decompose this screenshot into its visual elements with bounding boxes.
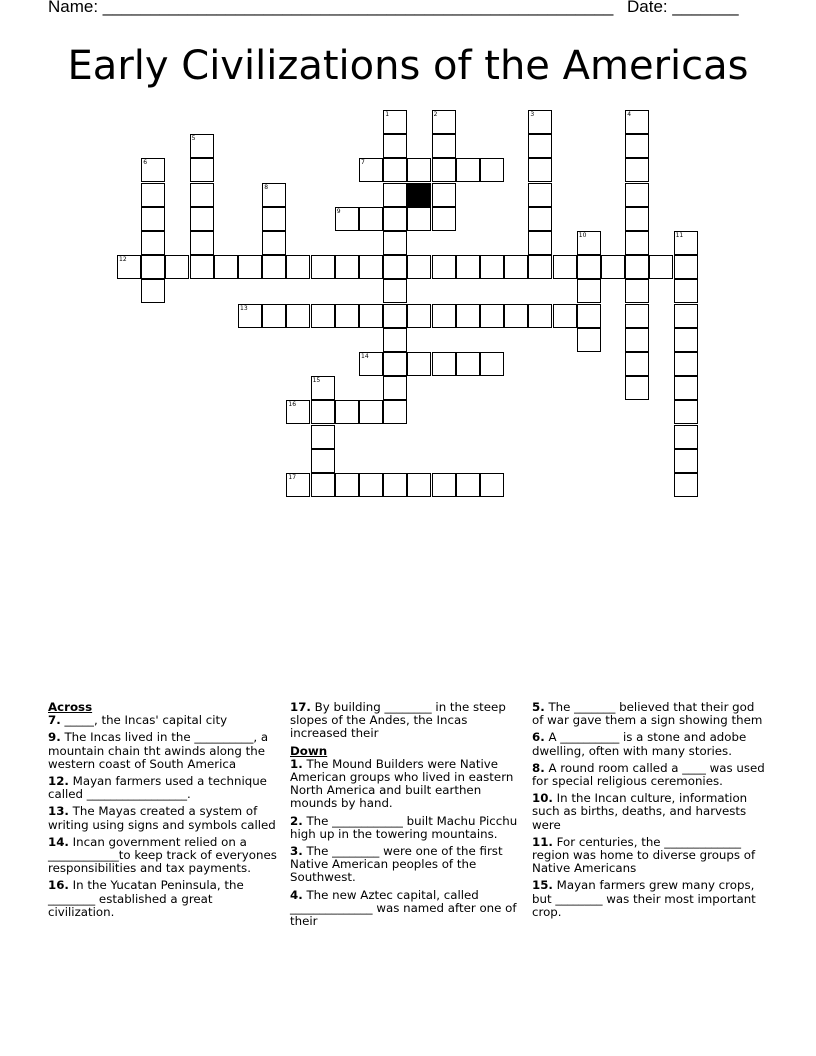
grid-cell[interactable] [625, 279, 649, 303]
clue-number: 6. [532, 730, 545, 745]
clue-down-6 [532, 731, 766, 757]
grid-cell[interactable] [190, 255, 214, 279]
black-cell [407, 183, 431, 207]
grid-cell[interactable] [383, 255, 407, 279]
grid-cell[interactable] [311, 376, 335, 400]
clue-number-label: 13 [240, 304, 248, 312]
grid-cell[interactable] [674, 376, 698, 400]
clue-number: 12. [48, 774, 69, 789]
clue-down-3 [290, 845, 524, 885]
grid-cell[interactable] [577, 304, 601, 328]
grid-cell[interactable] [311, 473, 335, 497]
grid-cell[interactable] [165, 255, 189, 279]
grid-cell[interactable] [311, 449, 335, 473]
clue-text: Incan government relied on a ____________to keep track of everyones responsibilities and tax payments. [48, 834, 277, 876]
grid-cell[interactable] [674, 304, 698, 328]
grid-cell[interactable] [286, 473, 310, 497]
grid-cell[interactable] [625, 231, 649, 255]
grid-cell[interactable] [383, 158, 407, 182]
clue-column-1 [48, 701, 282, 923]
clue-number-label: 10 [578, 232, 587, 239]
clue-down-8 [532, 762, 766, 788]
grid-cell[interactable] [601, 255, 625, 279]
grid-cell[interactable] [625, 304, 649, 328]
grid-cell[interactable] [456, 304, 480, 328]
clue-down-5 [532, 701, 766, 727]
clue-number-label: 8 [264, 183, 269, 191]
grid-cell[interactable] [432, 158, 456, 182]
grid-cell[interactable] [141, 231, 165, 255]
clue-across-7 [48, 714, 282, 727]
grid-cell[interactable] [335, 207, 359, 231]
grid-cell[interactable] [359, 473, 383, 497]
grid-cell[interactable] [528, 207, 552, 231]
clue-number-label: 17 [288, 474, 297, 481]
clue-number-label: 12 [119, 256, 127, 264]
grid-cell[interactable] [480, 473, 504, 497]
page-title: Early Civilizations of the Americas [67, 43, 749, 89]
clue-number: 15. [532, 878, 553, 893]
grid-cell[interactable] [359, 352, 383, 376]
clue-number: 17. [290, 700, 311, 714]
grid-cell[interactable] [311, 400, 335, 424]
clue-number: 14. [48, 834, 69, 849]
clue-text: In the Yucatan Peninsula, the ________ established a great civilization. [48, 878, 244, 919]
clue-number: 11. [532, 834, 553, 849]
grid-cell[interactable] [262, 231, 286, 255]
clue-number: 8. [532, 760, 545, 775]
grid-cell[interactable] [528, 304, 552, 328]
grid-cell[interactable] [432, 207, 456, 231]
clue-across-9 [48, 731, 282, 771]
clue-down-15 [532, 879, 766, 919]
grid-cell[interactable] [528, 183, 552, 207]
clue-text: By building ________ in the steep slopes of the Andes, the Incas increased their [290, 700, 506, 741]
clue-text: A round room called a ____ was used for special religious ceremonies. [532, 760, 765, 789]
grid-cell[interactable] [625, 255, 649, 279]
grid-cell[interactable] [432, 255, 456, 279]
grid-cell[interactable] [359, 304, 383, 328]
grid-cell[interactable] [383, 110, 407, 134]
grid-cell[interactable] [407, 158, 431, 182]
grid-cell[interactable] [432, 352, 456, 376]
clue-column-2 [290, 701, 524, 932]
grid-cell[interactable] [625, 352, 649, 376]
clue-number-label: 14 [361, 353, 369, 360]
grid-cell[interactable] [286, 255, 310, 279]
grid-cell[interactable] [528, 110, 552, 134]
grid-cell[interactable] [190, 134, 214, 158]
grid-cell[interactable] [141, 279, 165, 303]
grid-cell[interactable] [553, 304, 577, 328]
clue-number: 9. [48, 730, 61, 745]
grid-cell[interactable] [480, 158, 504, 182]
clue-number-label: 7 [361, 159, 365, 167]
clue-across-13 [48, 805, 282, 831]
clue-across-12 [48, 775, 282, 801]
clue-text: Mayan farmers used a technique called _________________. [48, 774, 267, 802]
grid-cell[interactable] [383, 328, 407, 352]
clue-text: _____, the Incas' capital city [64, 713, 228, 728]
grid-cell[interactable] [625, 328, 649, 352]
down-heading: Down [290, 743, 328, 758]
clue-across-16 [48, 879, 282, 919]
grid-cell[interactable] [649, 255, 673, 279]
grid-cell[interactable] [504, 304, 528, 328]
clue-down-2 [290, 815, 524, 841]
grid-cell[interactable] [528, 231, 552, 255]
grid-cell[interactable] [238, 304, 262, 328]
grid-cell[interactable] [214, 255, 238, 279]
grid-cell[interactable] [577, 255, 601, 279]
grid-cell[interactable] [577, 328, 601, 352]
clue-number-label: 15 [312, 377, 321, 385]
grid-cell[interactable] [528, 158, 552, 182]
grid-cell[interactable] [238, 255, 262, 279]
grid-cell[interactable] [625, 376, 649, 400]
grid-cell[interactable] [456, 473, 480, 497]
grid-cell[interactable] [383, 134, 407, 158]
clue-text: Mayan farmers grew many crops, but ________ was their most important crop. [532, 878, 756, 919]
clue-number-label: 6 [143, 159, 148, 167]
grid-cell[interactable] [674, 473, 698, 497]
clue-number: 13. [48, 804, 69, 819]
grid-cell[interactable] [528, 255, 552, 279]
clue-text: The _______ believed that their god of war gave them a sign showing them [532, 700, 763, 728]
grid-cell[interactable] [625, 110, 649, 134]
grid-cell[interactable] [577, 231, 601, 255]
grid-cell[interactable] [625, 134, 649, 158]
clue-number: 2. [290, 813, 303, 828]
grid-cell[interactable] [335, 473, 359, 497]
grid-cell[interactable] [456, 158, 480, 182]
grid-cell[interactable] [456, 352, 480, 376]
clue-text: The ________ were one of the first Native American peoples of the Southwest. [290, 844, 503, 885]
clue-number: 1. [290, 756, 303, 771]
grid-cell[interactable] [383, 352, 407, 376]
grid-cell[interactable] [625, 158, 649, 182]
grid-cell[interactable] [674, 231, 698, 255]
grid-cell[interactable] [480, 352, 504, 376]
clue-number: 10. [532, 791, 553, 806]
grid-cell[interactable] [190, 158, 214, 182]
clue-number-label: 3 [530, 111, 535, 118]
grid-cell[interactable] [432, 134, 456, 158]
grid-cell[interactable] [674, 400, 698, 424]
grid-cell[interactable] [407, 352, 431, 376]
clue-number: 5. [532, 700, 545, 714]
grid-cell[interactable] [335, 400, 359, 424]
grid-cell[interactable] [674, 425, 698, 449]
name-field-label[interactable]: Name: ______________________________________________________ [48, 0, 614, 16]
clue-text: The Incas lived in the __________, a mountain chain tht awinds along the western coast of South America [48, 730, 269, 771]
grid-cell[interactable] [577, 279, 601, 303]
grid-cell[interactable] [383, 400, 407, 424]
grid-cell[interactable] [480, 255, 504, 279]
grid-cell[interactable] [383, 231, 407, 255]
date-field-label[interactable]: Date: _______ [627, 0, 739, 16]
clue-across-14 [48, 836, 282, 876]
clue-number-label: 2 [433, 111, 438, 118]
across-heading: Across [48, 700, 93, 714]
clue-text: The Mound Builders were Native American groups who lived in eastern North America and built earthen mounds by hand. [290, 756, 514, 811]
grid-cell[interactable] [383, 183, 407, 207]
grid-cell[interactable] [383, 279, 407, 303]
clue-text: The Mayas created a system of writing using signs and symbols called [48, 804, 276, 832]
grid-cell[interactable] [383, 207, 407, 231]
clue-number-label: 16 [288, 401, 297, 409]
grid-cell[interactable] [359, 255, 383, 279]
grid-cell[interactable] [480, 304, 504, 328]
grid-cell[interactable] [383, 376, 407, 400]
grid-cell[interactable] [286, 400, 310, 424]
grid-cell[interactable] [311, 425, 335, 449]
grid-cell[interactable] [625, 207, 649, 231]
grid-cell[interactable] [407, 304, 431, 328]
clue-text: The new Aztec capital, called ______________ was named after one of their [290, 887, 517, 929]
grid-cell[interactable] [262, 304, 286, 328]
grid-cell[interactable] [407, 207, 431, 231]
grid-cell[interactable] [432, 473, 456, 497]
grid-cell[interactable] [190, 231, 214, 255]
clue-number: 3. [290, 844, 303, 859]
clue-text: The ____________ built Machu Picchu high up in the towering mountains. [290, 813, 518, 841]
grid-cell[interactable] [117, 255, 141, 279]
grid-cell[interactable] [262, 207, 286, 231]
grid-cell[interactable] [456, 255, 480, 279]
grid-cell[interactable] [432, 110, 456, 134]
clue-across-17 [290, 701, 524, 741]
grid-cell[interactable] [432, 183, 456, 207]
clue-number-label: 11 [675, 232, 684, 239]
clue-number: 4. [290, 887, 303, 902]
clue-column-3 [532, 701, 766, 923]
grid-cell[interactable] [141, 255, 165, 279]
grid-cell[interactable] [625, 183, 649, 207]
grid-cell[interactable] [407, 473, 431, 497]
clue-down-11 [532, 836, 766, 876]
clue-down-10 [532, 792, 766, 832]
clue-text: For centuries, the _____________ region was home to diverse groups of Native Americans [532, 834, 756, 876]
grid-cell[interactable] [674, 255, 698, 279]
grid-cell[interactable] [407, 255, 431, 279]
grid-cell[interactable] [553, 255, 577, 279]
grid-cell[interactable] [286, 304, 310, 328]
grid-cell[interactable] [262, 183, 286, 207]
grid-cell[interactable] [359, 158, 383, 182]
grid-cell[interactable] [674, 352, 698, 376]
grid-cell[interactable] [141, 183, 165, 207]
grid-cell[interactable] [141, 158, 165, 182]
grid-cell[interactable] [528, 134, 552, 158]
grid-cell[interactable] [674, 449, 698, 473]
grid-cell[interactable] [674, 328, 698, 352]
grid-cell[interactable] [674, 279, 698, 303]
grid-cell[interactable] [383, 304, 407, 328]
clue-number: 16. [48, 878, 69, 893]
grid-cell[interactable] [359, 207, 383, 231]
grid-cell[interactable] [359, 400, 383, 424]
clue-number-label: 9 [336, 207, 341, 215]
clue-number-label: 1 [385, 111, 390, 118]
grid-cell[interactable] [141, 207, 165, 231]
grid-cell[interactable] [383, 473, 407, 497]
grid-cell[interactable] [335, 304, 359, 328]
grid-cell[interactable] [504, 255, 528, 279]
clue-number-label: 4 [627, 111, 632, 118]
grid-cell[interactable] [311, 255, 335, 279]
grid-cell[interactable] [262, 255, 286, 279]
clue-number: 7. [48, 713, 61, 728]
clue-text: A __________ is a stone and adobe dwelling, often with many stories. [532, 730, 747, 758]
grid-cell[interactable] [432, 304, 456, 328]
clue-down-4 [290, 889, 524, 929]
clue-text: In the Incan culture, information such as births, deaths, and harvests were [532, 791, 748, 832]
clue-number-label: 5 [191, 135, 196, 143]
grid-cell[interactable] [311, 304, 335, 328]
grid-cell[interactable] [190, 183, 214, 207]
grid-cell[interactable] [190, 207, 214, 231]
grid-cell[interactable] [335, 255, 359, 279]
clue-down-1 [290, 758, 524, 811]
